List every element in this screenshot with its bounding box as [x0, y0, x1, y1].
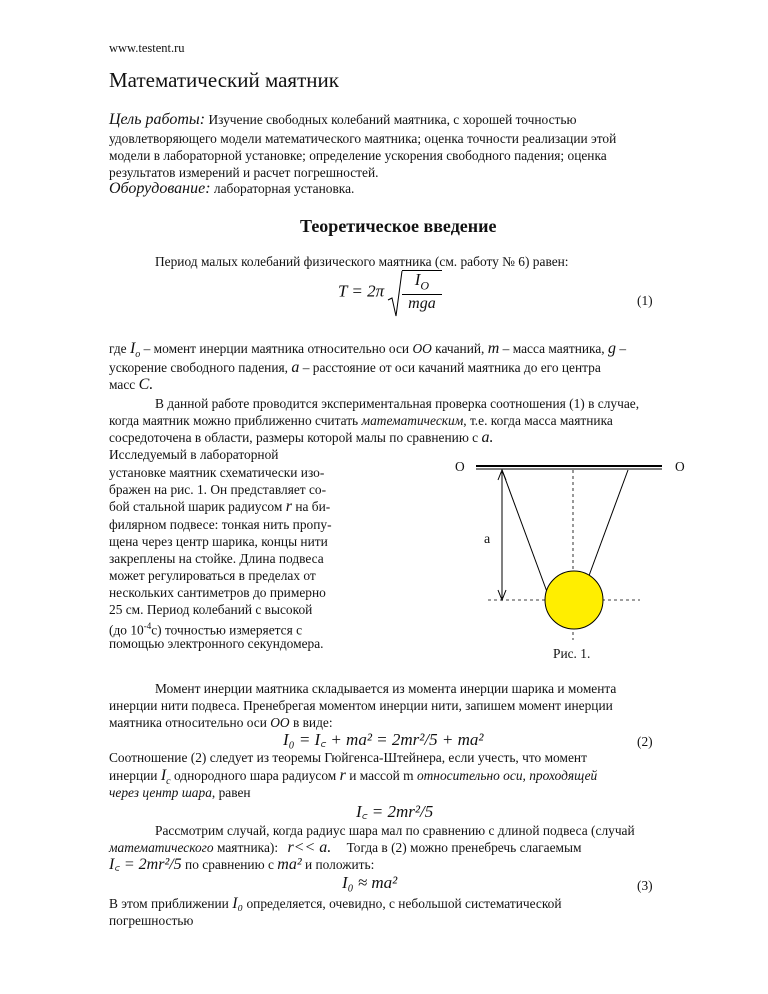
- label-a: a: [484, 532, 491, 547]
- para1-line-3: [109, 376, 153, 393]
- p4-l2b: однородного шара радиусом: [173, 768, 337, 783]
- p6-io: I₀: [232, 895, 244, 912]
- para3-line-1: Момент инерции маятника складывается из момента инерции шарика и момента: [155, 681, 617, 696]
- p5-l3eq: I꜀ = 2mr²/5: [109, 856, 182, 873]
- side-line-3: бражен на рис. 1. Он представляет со-: [109, 482, 327, 497]
- p4-l2a: инерции: [109, 768, 158, 783]
- side-line-10: 25 см. Период колебаний с высокой: [109, 602, 313, 617]
- p5-l2b: Тогда в (2) можно пренебречь слагаемым: [346, 840, 582, 855]
- p4-l2c: и массой m: [349, 768, 414, 783]
- p1-c: C.: [138, 376, 154, 393]
- equation-3: I₀ ≈ ma²: [342, 873, 398, 892]
- s-l4r: r: [285, 498, 292, 515]
- p1-t4: – масса маятника,: [502, 341, 605, 356]
- thread-left: [502, 470, 550, 600]
- eq1-den: mga: [402, 294, 442, 313]
- p2-l2i: математическим: [361, 413, 464, 428]
- equipment-text: лабораторная установка.: [213, 181, 355, 196]
- sqrt-sign: [402, 270, 442, 313]
- p1-io: [129, 340, 141, 361]
- p1-oo: OO: [412, 341, 432, 356]
- p4-r: r: [339, 767, 346, 784]
- eq1-tag: (1): [637, 293, 653, 308]
- p1-l2a: ускорение свободного падения,: [109, 360, 288, 375]
- p4-ic-sub: c: [166, 776, 171, 788]
- equipment-label: Оборудование:: [109, 180, 211, 197]
- para5-line-3: [109, 856, 374, 873]
- p6-l1b: определяется, очевидно, с небольшой систематической: [246, 896, 562, 911]
- intro-line: Период малых колебаний физического маятника (см. работу № 6) равен:: [155, 254, 569, 269]
- eq1-num-sub: O: [420, 278, 430, 293]
- p5-l2a: маятника):: [216, 840, 279, 855]
- side-line-6: щена через центр шарика, концы нити: [109, 534, 328, 549]
- figure-caption: Рис. 1.: [553, 646, 591, 661]
- equation-2: I₀ = I꜀ + ma² = 2mr²/5 + ma²: [283, 730, 484, 749]
- para6-line-1: [109, 895, 562, 912]
- purpose-line-4: результатов измерений и расчет погрешностей.: [109, 165, 379, 180]
- p1-l2b: – расстояние от оси качаний маятника до его центра: [302, 360, 601, 375]
- eq3-tag: (3): [637, 878, 653, 893]
- p1-io-text: I: [129, 340, 136, 357]
- p5-ma2: ma²: [277, 856, 302, 873]
- site-url: www.testent.ru: [109, 41, 185, 55]
- s-l11b: с) точностью измеряется с: [151, 622, 303, 638]
- para6-line-2: погрешностью: [109, 913, 194, 928]
- equation-1: [338, 270, 442, 313]
- pendulum-figure: [440, 450, 690, 665]
- axis-label-left: O: [455, 459, 465, 474]
- page-title: Математический маятник: [109, 68, 339, 92]
- purpose-line-3: модели в лабораторной установке; определение ускорения свободного падения; оценка: [109, 148, 607, 163]
- s-l4b: на би-: [295, 499, 331, 514]
- eq1-fraction: [402, 271, 442, 313]
- para4-line-1: Соотношение (2) следует из теоремы Гюйгенса-Штейнера, если учесть, что момент: [109, 750, 587, 765]
- p5-l3b: и положить:: [304, 857, 375, 872]
- side-line-2: установке маятник схематически изо-: [109, 465, 325, 480]
- steel-ball: [545, 571, 603, 629]
- p4-l3i: через центр шара: [109, 785, 212, 800]
- s-l11sup: -4: [143, 621, 152, 631]
- purpose-line-2: удовлетворяющего модели математического маятника; оценка точности реализации этой: [109, 131, 617, 146]
- s-l11a: (до 10: [109, 622, 144, 638]
- p4-l2i: относительно оси, проходящей: [416, 768, 598, 783]
- side-line-7: закреплены на стойке. Длина подвеса: [109, 551, 324, 566]
- p3-l3i: OO: [270, 715, 290, 730]
- para2-line-2: [109, 412, 613, 429]
- p1-io-sub: o: [135, 349, 141, 361]
- side-line-1: Исследуемый в лабораторной: [109, 447, 279, 462]
- p1-t3: качаний,: [435, 341, 485, 356]
- side-line-12: помощью электронного секундомера.: [109, 636, 324, 651]
- p1-t1: где: [109, 341, 127, 356]
- section-title: Теоретическое введение: [300, 216, 497, 236]
- para1-line-2: [109, 359, 601, 376]
- p1-t5: –: [619, 341, 627, 356]
- purpose-text-1: Изучение свободных колебаний маятника, с хорошей точностью: [208, 112, 577, 127]
- side-line-9: нескольких сантиметров до примерно: [109, 585, 326, 600]
- p4-ic: [160, 767, 171, 788]
- purpose-line-1: [109, 111, 577, 128]
- para5-line-2: [109, 839, 581, 856]
- p3-l3b: в виде:: [292, 715, 333, 730]
- p5-l3a: по сравнению с: [185, 857, 274, 872]
- para5-line-1: Рассмотрим случай, когда радиус шара мал по сравнению с длиной подвеса (случай: [155, 823, 635, 838]
- para2-line-1: В данной работе проводится экспериментальная проверка соотношения (1) в случае,: [155, 396, 640, 411]
- equipment-line: [109, 180, 354, 197]
- p5-l2i: математического: [109, 840, 214, 855]
- p6-l1a: В этом приближении: [109, 896, 229, 911]
- p5-cond: r<< a.: [287, 839, 332, 856]
- para4-line-3: [109, 784, 251, 801]
- p2-l3i: a.: [481, 429, 494, 446]
- axis-label-right: O: [675, 459, 685, 474]
- para2-line-3: [109, 429, 494, 446]
- p3-l3a: маятника относительно оси: [109, 715, 267, 730]
- p1-l3a: масс: [109, 377, 136, 392]
- eq2-tag: (2): [637, 734, 653, 749]
- equation-ic: I꜀ = 2mr²/5: [356, 802, 434, 821]
- side-line-4: [109, 498, 330, 515]
- p1-t2: – момент инерции маятника относительно оси: [143, 341, 410, 356]
- para3-line-2: инерции нити подвеса. Пренебрегая моментом инерции нити, запишем момент инерции: [109, 698, 613, 713]
- p1-m: m: [487, 340, 500, 357]
- side-line-5: филярном подвесе: тонкая нить пропу-: [109, 517, 332, 532]
- eq1-lhs: T = 2π: [338, 281, 385, 301]
- p2-l2b: , т.е. когда масса маятника: [463, 413, 613, 428]
- p2-l3a: сосредоточена в области, размеры которой малы по сравнению с: [109, 430, 479, 445]
- p2-l2a: когда маятник можно приближенно считать: [109, 413, 359, 428]
- p4-ic-text: I: [160, 767, 167, 784]
- p4-l3b: , равен: [211, 785, 251, 800]
- s-l4a: бой стальной шарик радиусом: [109, 499, 283, 514]
- eq1-num: I: [414, 270, 421, 289]
- purpose-label: Цель работы:: [109, 111, 206, 128]
- side-line-8: может регулироваться в пределах от: [109, 568, 316, 583]
- p1-a: a: [291, 359, 300, 376]
- p1-g: g: [608, 340, 616, 357]
- radical-icon: [387, 270, 403, 320]
